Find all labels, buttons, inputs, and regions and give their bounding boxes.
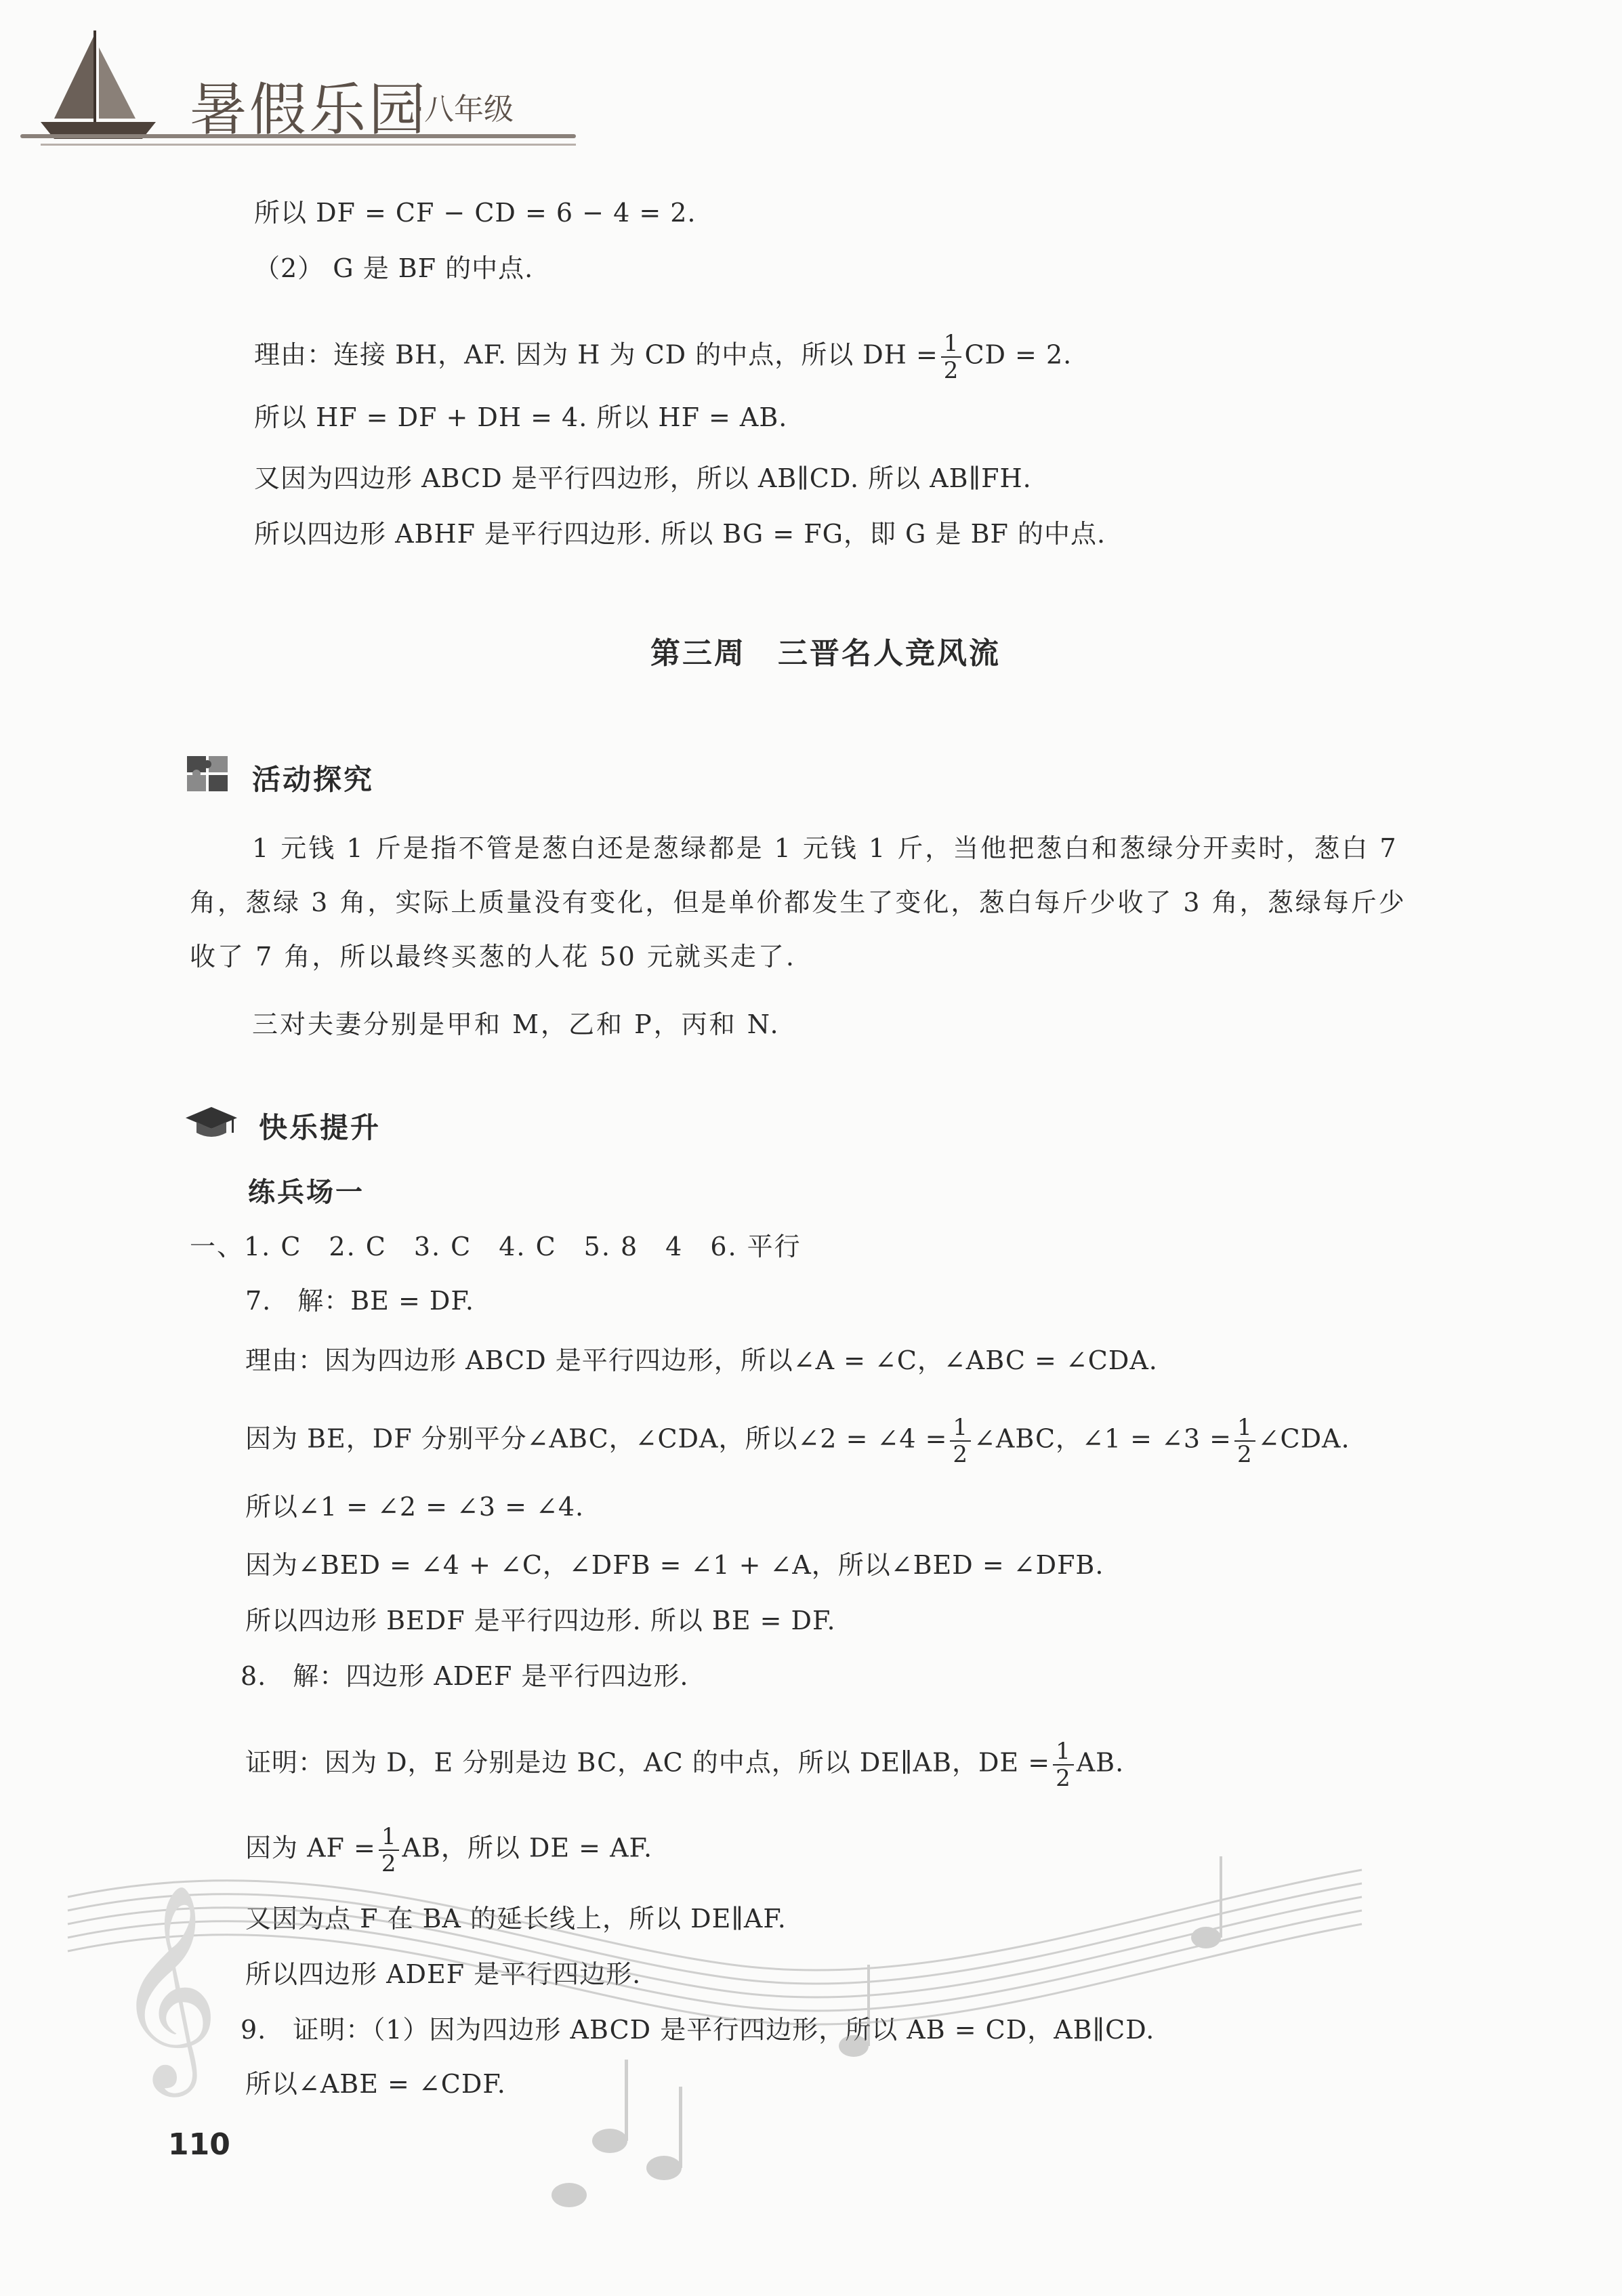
header-grade: ·八年级 <box>415 92 514 127</box>
line-g-midpoint: （2） G 是 BF 的中点. <box>254 253 534 283</box>
fraction-half: $\frac{1}{2}$ <box>379 1824 400 1877</box>
puzzle-icon <box>184 752 233 794</box>
page-number: 110 <box>168 2127 230 2162</box>
q7-line-2: 理由：因为四边形 ABCD 是平行四边形，所以∠A = ∠C，∠ABC = ∠CDA. <box>245 1345 1158 1375</box>
q9-line-1: 9. 证明：（1）因为四边形 ABCD 是平行四边形，所以 AB = CD，AB∥CD. <box>241 2015 1155 2045</box>
activity-heading: 活动探究 <box>252 763 375 796</box>
line-parallel: 又因为四边形 ABCD 是平行四边形，所以 AB∥CD. 所以 AB∥FH. <box>254 463 1032 493</box>
improve-heading: 快乐提升 <box>259 1111 381 1144</box>
treble-clef-icon: 𝄞 <box>115 1883 220 2088</box>
answers-line: 一、1. C 2. C 3. C 4. C 5. 8 4 6. 平行 <box>190 1232 802 1261</box>
line-reason-dh: 理由：连接 BH，AF. 因为 H 为 CD 的中点，所以 DH = $\frac{1}{2}$ CD = 2. <box>254 330 1073 384</box>
fraction-half: $\frac{1}{2}$ <box>1234 1415 1255 1467</box>
section-title: 第三周 三晋名人竞风流 <box>650 636 1001 671</box>
practice-subheading: 练兵场一 <box>248 1177 365 1208</box>
sailboat-icon <box>27 27 163 142</box>
q8-line-4: 又因为点 F 在 BA 的延长线上，所以 DE∥AF. <box>245 1904 787 1934</box>
fraction-half: $\frac{1}{2}$ <box>1053 1738 1074 1791</box>
header-title: 暑假乐园 <box>190 77 429 143</box>
line-abhf: 所以四边形 ABHF 是平行四边形. 所以 BG = FG，即 G 是 BF 的中点. <box>254 519 1106 549</box>
q7-line-6: 所以四边形 BEDF 是平行四边形. 所以 BE = DF. <box>245 1606 836 1635</box>
music-notes-decoration <box>54 1761 1375 2276</box>
fraction-half: $\frac{1}{2}$ <box>950 1415 971 1467</box>
graduation-cap-icon <box>184 1104 238 1141</box>
q8-line-2: 证明：因为 D，E 分别是边 BC，AC 的中点，所以 DE∥AB，DE = $\frac{1}{2}$ AB. <box>245 1738 1125 1792</box>
activity-paragraph-2: 三对夫妻分别是甲和 M，乙和 P，丙和 N. <box>252 1009 781 1039</box>
q8-line-5: 所以四边形 ADEF 是平行四边形. <box>245 1959 642 1989</box>
header <box>0 0 610 163</box>
q8-line-1: 8. 解：四边形 ADEF 是平行四边形. <box>241 1661 689 1691</box>
line-df: 所以 DF = CF − CD = 6 − 4 = 2. <box>254 198 696 228</box>
q8-line-3: 因为 AF = $\frac{1}{2}$ AB，所以 DE = AF. <box>245 1823 653 1877</box>
q7-line-3: 因为 BE，DF 分别平分∠ABC，∠CDA，所以∠2 = ∠4 = $\frac{1}{2}$ ∠ABC，∠1 = ∠3 = $\frac{1}{2}$ ∠CDA. <box>245 1414 1350 1468</box>
q7-line-1: 7. 解：BE = DF. <box>245 1286 474 1316</box>
q7-line-5: 因为∠BED = ∠4 + ∠C，∠DFB = ∠1 + ∠A，所以∠BED = ∠DFB. <box>245 1550 1104 1580</box>
activity-paragraph-1: 1 元钱 1 斤是指不管是葱白还是葱绿都是 1 元钱 1 斤，当他把葱白和葱绿分开卖时，葱白 7 角，葱绿 3 角，实际上质量没有变化，但是单价都发生了变化，葱白每斤少收了 3 角，葱绿每斤少收了 7 角，所以最终买葱的人花 50 元就买走了. <box>190 833 1407 972</box>
q9-line-2: 所以∠ABE = ∠CDF. <box>245 2069 506 2099</box>
q7-line-4: 所以∠1 = ∠2 = ∠3 = ∠4. <box>245 1492 585 1522</box>
line-hf: 所以 HF = DF + DH = 4. 所以 HF = AB. <box>254 402 788 432</box>
fraction-half: $\frac{1}{2}$ <box>941 331 962 383</box>
